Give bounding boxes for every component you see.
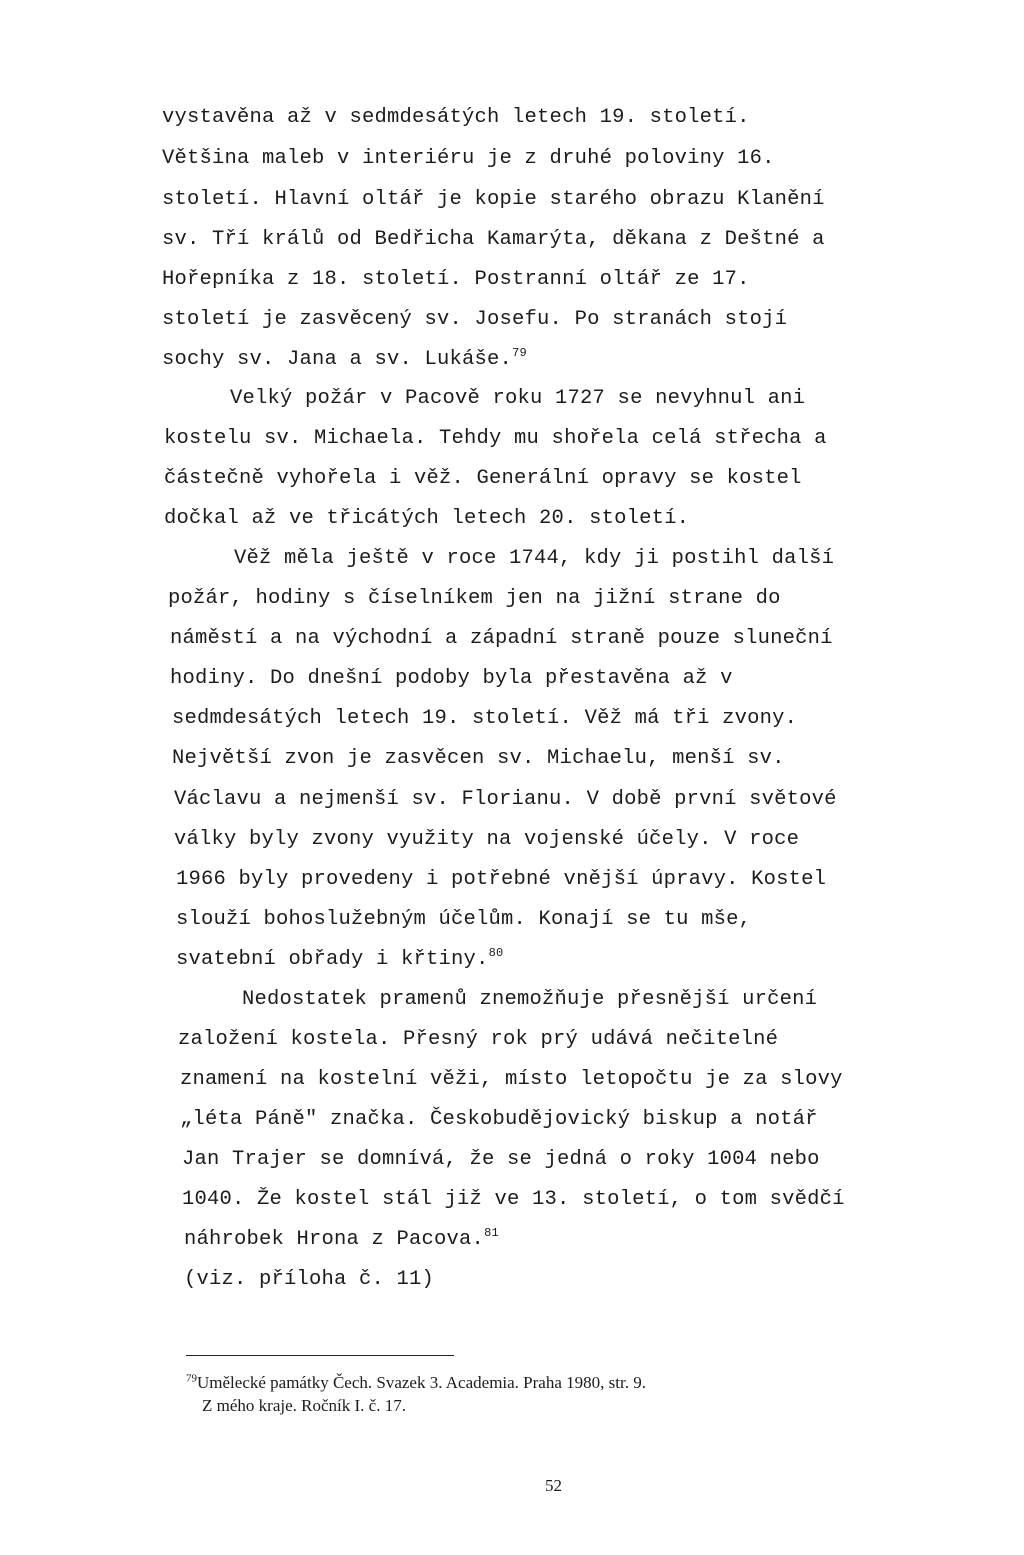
text-line: sochy sv. Jana a sv. Lukáše. [162,348,513,371]
text-line: dočkal až ve třicátých letech 20. století. [164,507,690,530]
text-line-with-footnote [162,348,527,372]
footnote-ref: 79 [512,346,527,361]
footnote-separator [186,1355,454,1356]
text-line: slouží bohoslužebným účelům. Konají se tu mše, [176,908,752,931]
text-line: „léta Páně" značka. Českobudějovický biskup a notář [180,1108,818,1131]
text-line: Václavu a nejmenší sv. Florianu. V době první světové [174,788,837,811]
text-line-with-footnote [176,948,503,972]
text-line: Velký požár v Pacově roku 1727 se nevyhnul ani [230,387,806,410]
text-line: vystavěna až v sedmdesátých letech 19. století. [162,106,750,129]
text-line: století je zasvěcený sv. Josefu. Po stranách stojí [162,308,788,331]
text-line: Největší zvon je zasvěcen sv. Michaelu, menší sv. [172,747,785,770]
text-line: 1040. Že kostel stál již ve 13. století, o tom svědčí [182,1188,845,1211]
text-line: svatební obřady i křtiny. [176,948,489,971]
page-number: 52 [545,1476,562,1495]
footnote-ref: 81 [484,1226,499,1241]
text-line: 1966 byly provedeny i potřebné vnější úpravy. Kostel [176,868,827,891]
footnote-text: Z mého kraje. Ročník I. č. 17. [202,1396,406,1415]
text-line: požár, hodiny s číselníkem jen na jižní strane do [168,587,781,610]
text-line: kostelu sv. Michaela. Tehdy mu shořela celá střecha a [164,427,827,450]
text-line: Většina maleb v interiéru je z druhé poloviny 16. [162,147,775,170]
footnote [186,1373,646,1393]
text-line: náměstí a na východní a západní straně pouze sluneční [170,627,833,650]
footnote-number: 79 [186,1372,197,1385]
text-line: sv. Tří králů od Bedřicha Kamarýta, děkana z Deštné a [162,228,825,251]
text-line: znamení na kostelní věži, místo letopočtu je za slovy [180,1068,843,1091]
text-line: Hořepníka z 18. století. Postranní oltář ze 17. [162,268,750,291]
text-line: náhrobek Hrona z Pacova. [184,1228,485,1251]
text-line-with-footnote [184,1228,499,1252]
footnote [202,1396,406,1416]
text-line: století. Hlavní oltář je kopie starého obrazu Klanění [162,188,825,211]
text-line: Nedostatek pramenů znemožňuje přesnější určení [242,988,818,1011]
text-line: sedmdesátých letech 19. století. Věž má tři zvony. [172,707,798,730]
text-line: (viz. příloha č. 11) [184,1268,435,1291]
text-line: částečně vyhořela i věž. Generální opravy se kostel [164,467,802,490]
text-line: Věž měla ještě v roce 1744, kdy ji postihl další [234,547,835,570]
text-line: založení kostela. Přesný rok prý udává nečitelné [178,1028,779,1051]
footnote-ref: 80 [488,946,504,961]
text-line: Jan Trajer se domnívá, že se jedná o roky 1004 nebo [182,1148,820,1171]
text-line: hodiny. Do dnešní podoby byla přestavěna až v [170,667,733,690]
text-line: války byly zvony využity na vojenské účely. V roce [174,828,800,851]
footnote-text: Umělecké památky Čech. Svazek 3. Academia. Praha 1980, str. 9. [197,1373,646,1392]
